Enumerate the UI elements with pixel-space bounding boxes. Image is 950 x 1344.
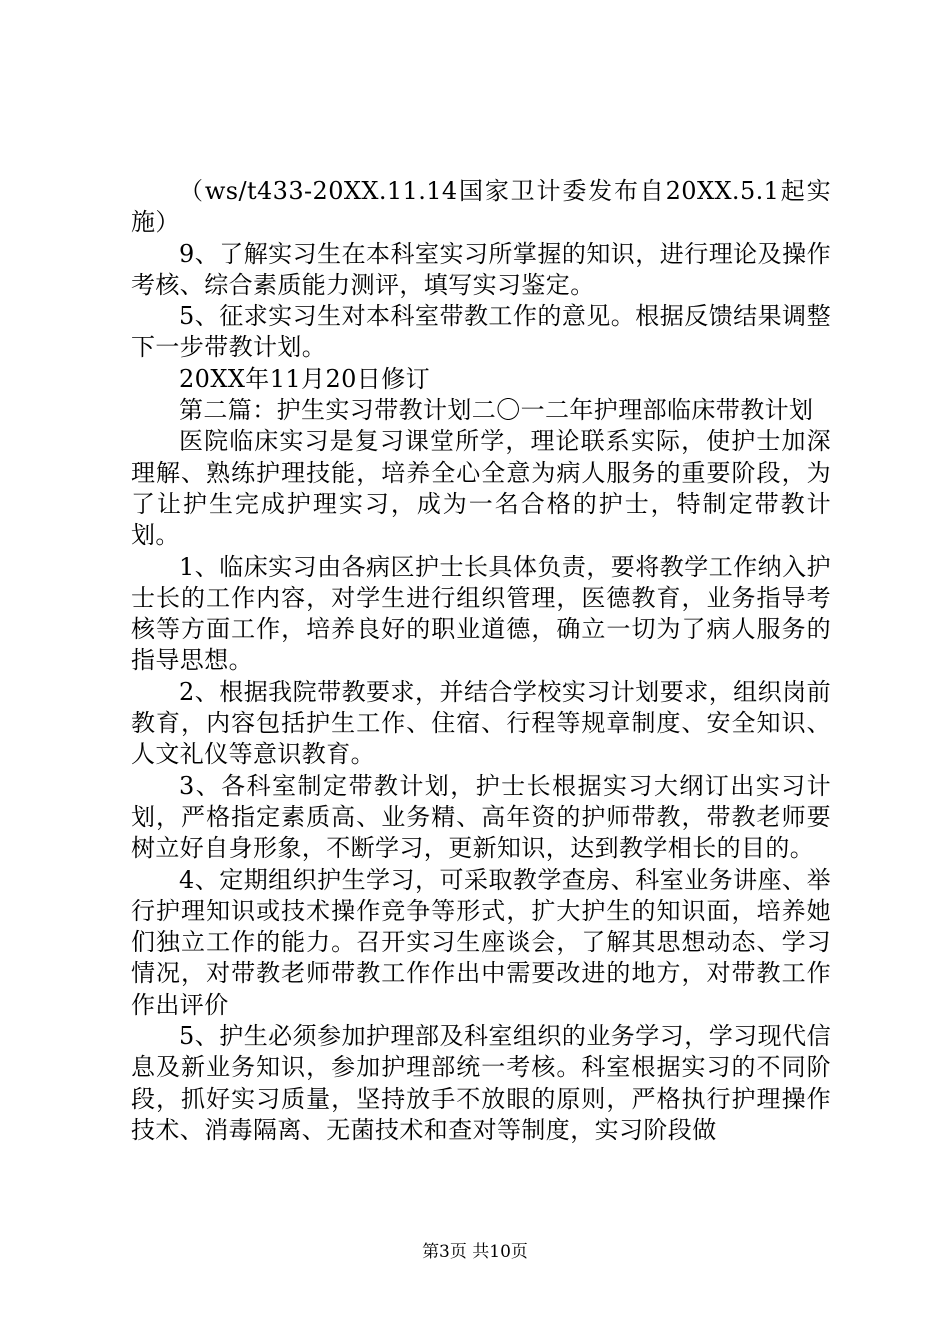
paragraph: 5、征求实习生对本科室带教工作的意见。根据反馈结果调整下一步带教计划。 [131, 302, 831, 362]
paragraph: 2、根据我院带教要求，并结合学校实习计划要求，组织岗前教育，内容包括护生工作、住宿、行程等规章制度、安全知识、人文礼仪等意识教育。 [131, 677, 831, 769]
revision-date: 20XX年11月20日修订 [179, 364, 430, 393]
document-body [131, 176, 831, 1146]
paragraph: 3、各科室制定带教计划，护士长根据实习大纲订出实习计划，严格指定素质高、业务精、高年资的护师带教，带教老师要树立好自身形象，不断学习，更新知识，达到教学相长的目的。 [131, 771, 831, 863]
paragraph: 1、临床实习由各病区护士长具体负责，要将教学工作纳入护士长的工作内容，对学生进行组织管理，医德教育，业务指导考核等方面工作，培养良好的职业道德，确立一切为了病人服务的指导思想。 [131, 552, 831, 675]
page-footer [0, 1241, 950, 1263]
paragraph: 4、定期组织护生学习，可采取教学查房、科室业务讲座、举行护理知识或技术操作竞争等形式，扩大护生的知识面，培养她们独立工作的能力。召开实习生座谈会，了解其思想动态、学习情况，对带教老师带教工作作出中需要改进的地方，对带教工作作出评价 [131, 865, 831, 1019]
paragraph: 5、护生必须参加护理部及科室组织的业务学习，学习现代信息及新业务知识，参加护理部统一考核。科室根据实习的不同阶段，抓好实习质量，坚持放手不放眼的原则，严格执行护理操作技术、消毒隔离、无菌技术和查对等制度，实习阶段做 [131, 1022, 831, 1144]
paragraph: （ws/t433-20XX.11.14国家卫计委发布自20XX.5.1起实施） [131, 177, 831, 237]
page-number: 第3页 共10页 [422, 1242, 528, 1262]
paragraph: 医院临床实习是复习课堂所学，理论联系实际，使护士加深理解、熟练护理技能，培养全心全意为病人服务的重要阶段，为了让护生完成护理实习，成为一名合格的护士，特制定带教计划。 [131, 427, 831, 550]
paragraph: 9、了解实习生在本科室实习所掌握的知识，进行理论及操作考核、综合素质能力测评，填写实习鉴定。 [131, 239, 831, 299]
section-heading: 第二篇：护生实习带教计划二〇一二年护理部临床带教计划 [179, 396, 814, 425]
